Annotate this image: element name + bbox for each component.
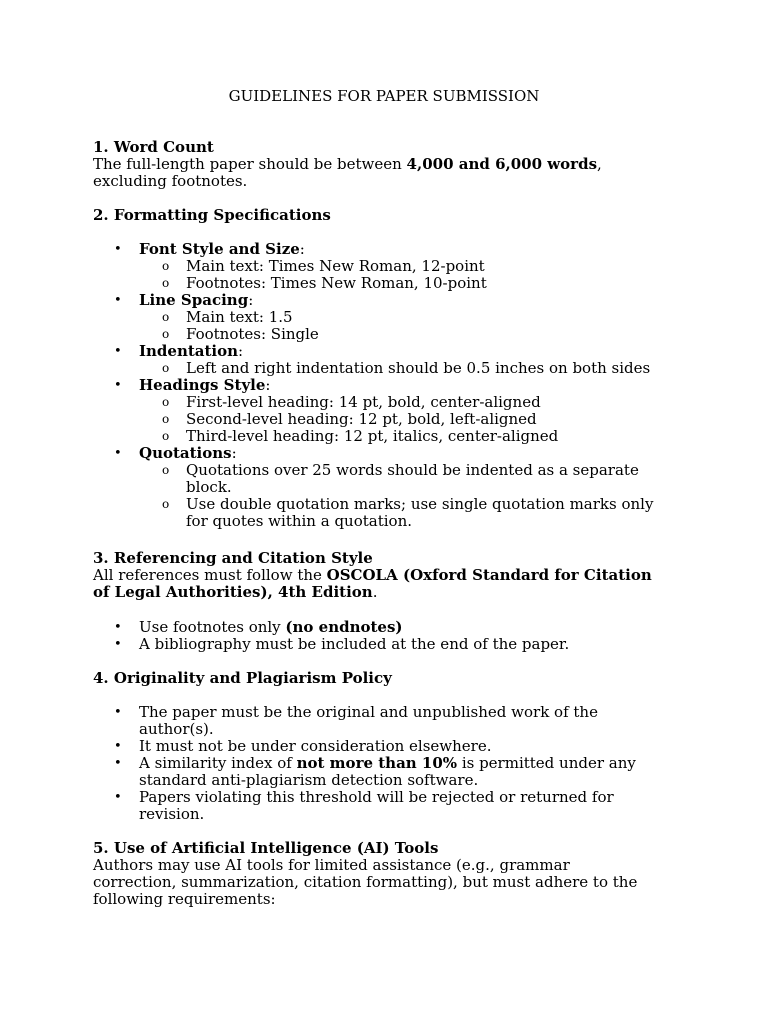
document-title: GUIDELINES FOR PAPER SUBMISSION	[228, 87, 540, 105]
sub-list-item: o Use double quotation marks; use single quotation marks only	[162, 495, 654, 513]
sub-bullet-icon: o	[162, 276, 170, 290]
list-item: • A similarity index of not more than 10% is permitted under any	[114, 754, 636, 772]
bullet-icon: •	[114, 620, 122, 635]
sub-bullet-icon: o	[162, 429, 170, 443]
sub-list-item: o Quotations over 25 words should be indented as a separate	[162, 461, 639, 479]
sub-bullet-icon: o	[162, 361, 170, 375]
list-item: • Use footnotes only (no endnotes)	[114, 618, 403, 636]
paragraph-cont: of Legal Authorities), 4th Edition.	[93, 583, 378, 601]
list-item-cont: revision.	[139, 805, 205, 823]
list-item: • Quotations:	[114, 444, 237, 462]
section-heading: 4. Originality and Plagiarism Policy	[93, 669, 392, 687]
sub-list-item: o Footnotes: Times New Roman, 10-point	[162, 274, 487, 292]
formatting-list	[93, 241, 693, 530]
bullet-icon: •	[114, 378, 122, 393]
list-item: • Line Spacing:	[114, 291, 254, 309]
section-heading: 2. Formatting Specifications	[93, 206, 331, 224]
bullet-icon: •	[114, 242, 122, 257]
paragraph: The full-length paper should be between 4,000 and 6,000 words,	[93, 155, 602, 173]
paragraph-cont: excluding footnotes.	[93, 172, 248, 190]
section-originality	[93, 670, 693, 687]
paragraph-cont: correction, summarization, citation formatting), but must adhere to the	[93, 873, 638, 891]
section-heading: 3. Referencing and Citation Style	[93, 549, 373, 567]
section-referencing	[93, 550, 693, 601]
list-item: • The paper must be the original and unpublished work of the	[114, 703, 598, 721]
bullet-icon: •	[114, 344, 122, 359]
originality-list	[93, 704, 693, 823]
list-item: • Font Style and Size:	[114, 240, 305, 258]
sub-list-item-cont: for quotes within a quotation.	[186, 512, 412, 530]
bullet-icon: •	[114, 637, 122, 652]
sub-list-item: o Main text: 1.5	[162, 308, 293, 326]
sub-list-item: o Left and right indentation should be 0.5 inches on both sides	[162, 359, 651, 377]
bullet-icon: •	[114, 756, 122, 771]
paragraph: Authors may use AI tools for limited assistance (e.g., grammar	[93, 856, 570, 874]
bullet-icon: •	[114, 790, 122, 805]
sub-bullet-icon: o	[162, 259, 170, 273]
list-item: • It must not be under consideration elsewhere.	[114, 737, 492, 755]
sub-list-item: o Main text: Times New Roman, 12-point	[162, 257, 485, 275]
sub-bullet-icon: o	[162, 463, 170, 477]
referencing-list	[93, 619, 693, 653]
list-item: • Indentation:	[114, 342, 244, 360]
sub-list-item: o First-level heading: 14 pt, bold, center-aligned	[162, 393, 541, 411]
list-item: • A bibliography must be included at the end of the paper.	[114, 635, 570, 653]
bullet-icon: •	[114, 293, 122, 308]
list-item: • Papers violating this threshold will be rejected or returned for	[114, 788, 614, 806]
section-ai-tools	[93, 840, 693, 908]
section-heading: 1. Word Count	[93, 138, 214, 156]
sub-bullet-icon: o	[162, 395, 170, 409]
section-word-count	[93, 139, 693, 190]
sub-list-item: o Footnotes: Single	[162, 325, 319, 343]
sub-list-item: o Second-level heading: 12 pt, bold, left-aligned	[162, 410, 537, 428]
sub-bullet-icon: o	[162, 497, 170, 511]
sub-bullet-icon: o	[162, 310, 170, 324]
section-heading: 5. Use of Artificial Intelligence (AI) Tools	[93, 839, 439, 857]
list-item-cont: author(s).	[139, 720, 214, 738]
bullet-icon: •	[114, 739, 122, 754]
list-item-cont: standard anti-plagiarism detection software.	[139, 771, 479, 789]
paragraph-cont: following requirements:	[93, 890, 276, 908]
paragraph: All references must follow the OSCOLA (Oxford Standard for Citation	[93, 566, 652, 584]
list-item: • Headings Style:	[114, 376, 271, 394]
sub-bullet-icon: o	[162, 327, 170, 341]
section-formatting	[93, 207, 693, 224]
sub-list-item: o Third-level heading: 12 pt, italics, center-aligned	[162, 427, 559, 445]
sub-bullet-icon: o	[162, 412, 170, 426]
bullet-icon: •	[114, 446, 122, 461]
sub-list-item-cont: block.	[186, 478, 232, 496]
bullet-icon: •	[114, 705, 122, 720]
